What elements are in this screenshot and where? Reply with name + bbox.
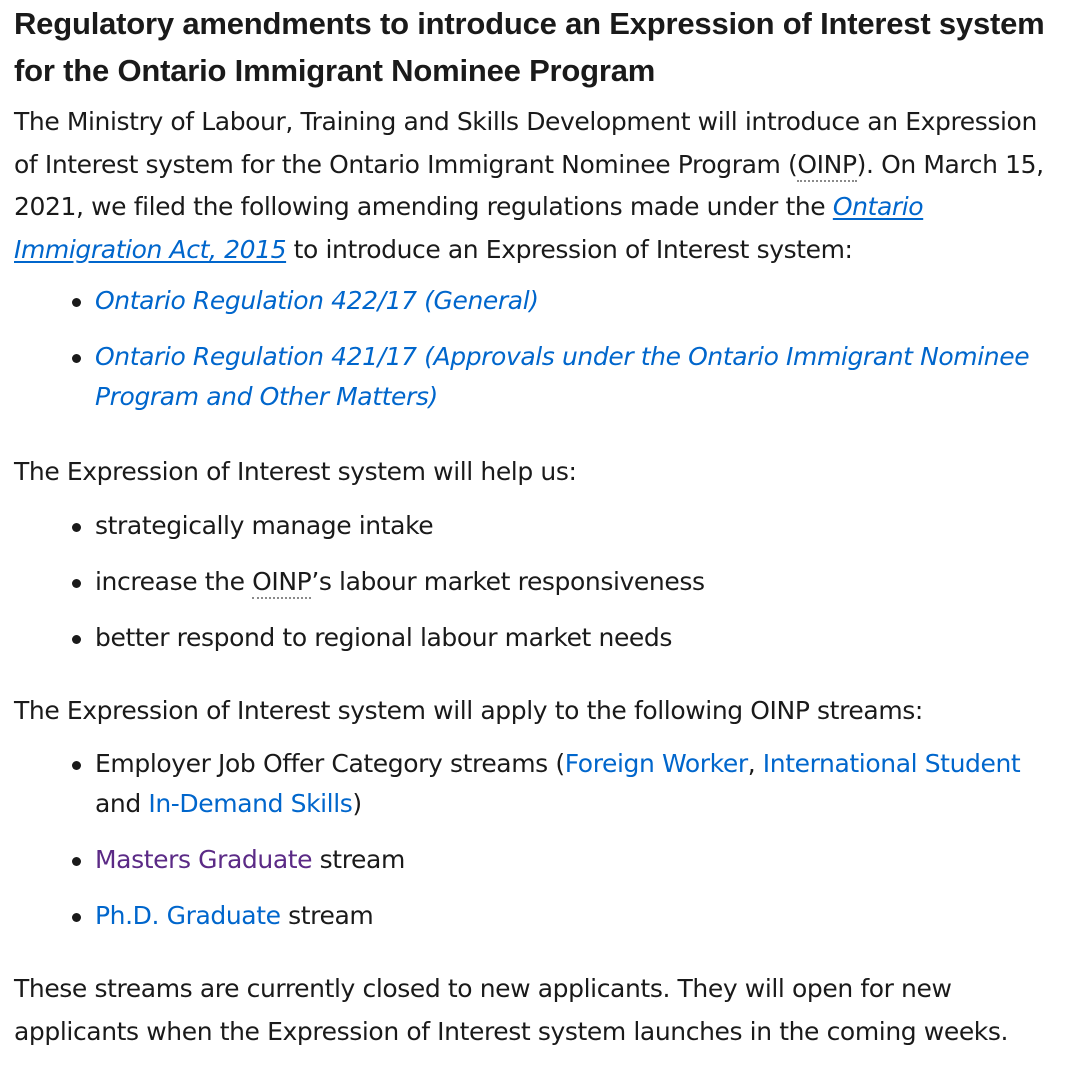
- help-list: [14, 506, 1066, 658]
- page-heading: Regulatory amendments to introduce an Expression of Interest system for the Ontario Immigrant Nominee Program: [14, 6, 1045, 88]
- international-student-link[interactable]: International Student: [762, 749, 1021, 778]
- list-item: [14, 744, 1066, 824]
- employer-streams-text: Employer Job Offer Category streams (: [95, 749, 565, 778]
- oinp-abbreviation[interactable]: OINP: [797, 150, 856, 182]
- masters-graduate-link[interactable]: Masters Graduate: [95, 845, 313, 874]
- list-item: [14, 562, 1066, 602]
- help-intro: The Expression of Interest system will help us:: [14, 457, 577, 486]
- list-item: [14, 281, 1066, 321]
- help-item-2-pre: increase the: [95, 566, 253, 596]
- intro-text-2: ). On March 15, 2021, we filed the following amending regulations made under the: [14, 149, 1044, 221]
- closing-paren: ): [352, 789, 362, 818]
- ontario-immigration-act-link[interactable]: Ontario Immigration Act, 2015: [14, 192, 924, 264]
- help-item-2-post: ’s labour market responsiveness: [311, 566, 705, 596]
- intro-text-3: to introduce an Expression of Interest system:: [286, 234, 853, 264]
- phd-suffix: stream: [280, 901, 374, 930]
- list-item: strategically manage intake: [14, 506, 1066, 546]
- streams-intro: The Expression of Interest system will apply to the following OINP streams:: [14, 695, 923, 725]
- foreign-worker-link[interactable]: Foreign Worker: [564, 749, 748, 778]
- list-item: [14, 337, 1066, 417]
- list-item: better respond to regional labour market needs: [14, 618, 1066, 658]
- intro-text-1: The Ministry of Labour, Training and Skills Development will introduce an Expression of Interest system for the Ontario Immigrant Nominee Program (: [14, 107, 1037, 179]
- masters-suffix: stream: [312, 845, 405, 874]
- phd-graduate-link[interactable]: Ph.D. Graduate: [95, 901, 281, 930]
- in-demand-skills-link[interactable]: In-Demand Skills: [148, 789, 353, 818]
- and-separator: and: [95, 789, 149, 818]
- comma-separator: ,: [747, 749, 763, 778]
- list-item: [14, 896, 1066, 936]
- oinp-abbreviation[interactable]: OINP: [252, 567, 311, 599]
- streams-list: [14, 744, 1066, 936]
- closing-paragraph: These streams are currently closed to new applicants. They will open for new applicants when the Expression of Interest system launches in the coming weeks.: [14, 974, 1009, 1046]
- regulations-list: [14, 281, 1066, 417]
- regulation-422-17-link[interactable]: Ontario Regulation 422/17 (General): [95, 286, 539, 315]
- regulation-421-17-link[interactable]: Ontario Regulation 421/17 (Approvals under the Ontario Immigrant Nominee Program and Other Matters): [95, 342, 1030, 411]
- intro-paragraph: [14, 101, 1066, 271]
- list-item: [14, 840, 1066, 880]
